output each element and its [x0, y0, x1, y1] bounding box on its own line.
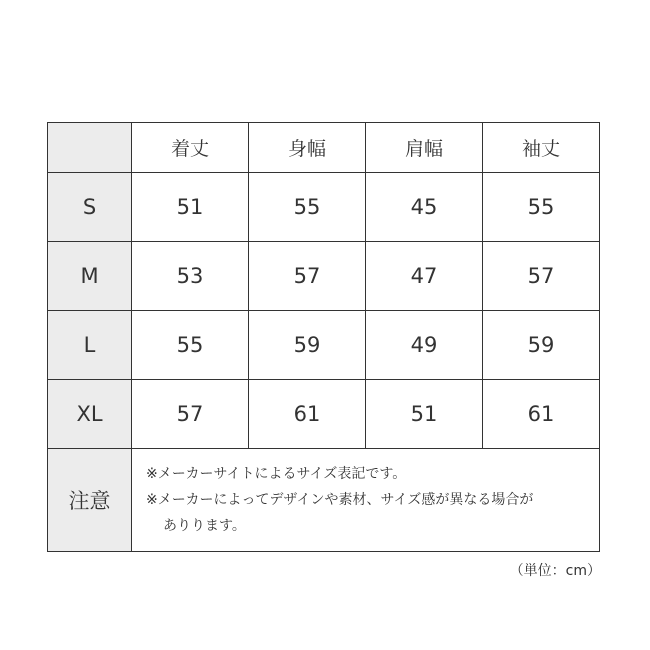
table-cell: 61 — [483, 380, 600, 449]
table-cell: 59 — [483, 311, 600, 380]
table-row — [48, 173, 600, 242]
header-body-width: 身幅 — [249, 123, 366, 173]
unit-label: （単位：cm） — [509, 563, 601, 579]
table-cell: 55 — [132, 311, 249, 380]
size-label: XL — [48, 380, 132, 449]
header-sleeve-length: 袖丈 — [483, 123, 600, 173]
size-label: S — [48, 173, 132, 242]
table-cell: 47 — [366, 242, 483, 311]
size-table — [47, 122, 600, 552]
table-row — [48, 380, 600, 449]
table-cell: 51 — [366, 380, 483, 449]
header-shoulder-width: 肩幅 — [366, 123, 483, 173]
header-corner-cell — [48, 123, 132, 173]
notes-row — [48, 449, 600, 552]
header-row — [48, 123, 600, 173]
table-cell: 45 — [366, 173, 483, 242]
table-row — [48, 311, 600, 380]
note-line: ※メーカーサイトによるサイズ表記です。 — [146, 466, 407, 482]
header-length: 着丈 — [132, 123, 249, 173]
note-line: ありります。 — [163, 518, 246, 534]
table-cell: 55 — [483, 173, 600, 242]
table-cell: 57 — [483, 242, 600, 311]
note-line: ※メーカーによってデザインや素材、サイズ感が異なる場合が — [146, 492, 534, 508]
size-label: L — [48, 311, 132, 380]
table-cell: 49 — [366, 311, 483, 380]
size-label: M — [48, 242, 132, 311]
table-cell: 53 — [132, 242, 249, 311]
table-cell: 59 — [249, 311, 366, 380]
table-cell: 61 — [249, 380, 366, 449]
table-cell: 55 — [249, 173, 366, 242]
table-row — [48, 242, 600, 311]
table-cell: 57 — [132, 380, 249, 449]
notes-label: 注意 — [48, 449, 132, 552]
table-cell: 57 — [249, 242, 366, 311]
table-cell: 51 — [132, 173, 249, 242]
notes-cell — [132, 449, 600, 552]
